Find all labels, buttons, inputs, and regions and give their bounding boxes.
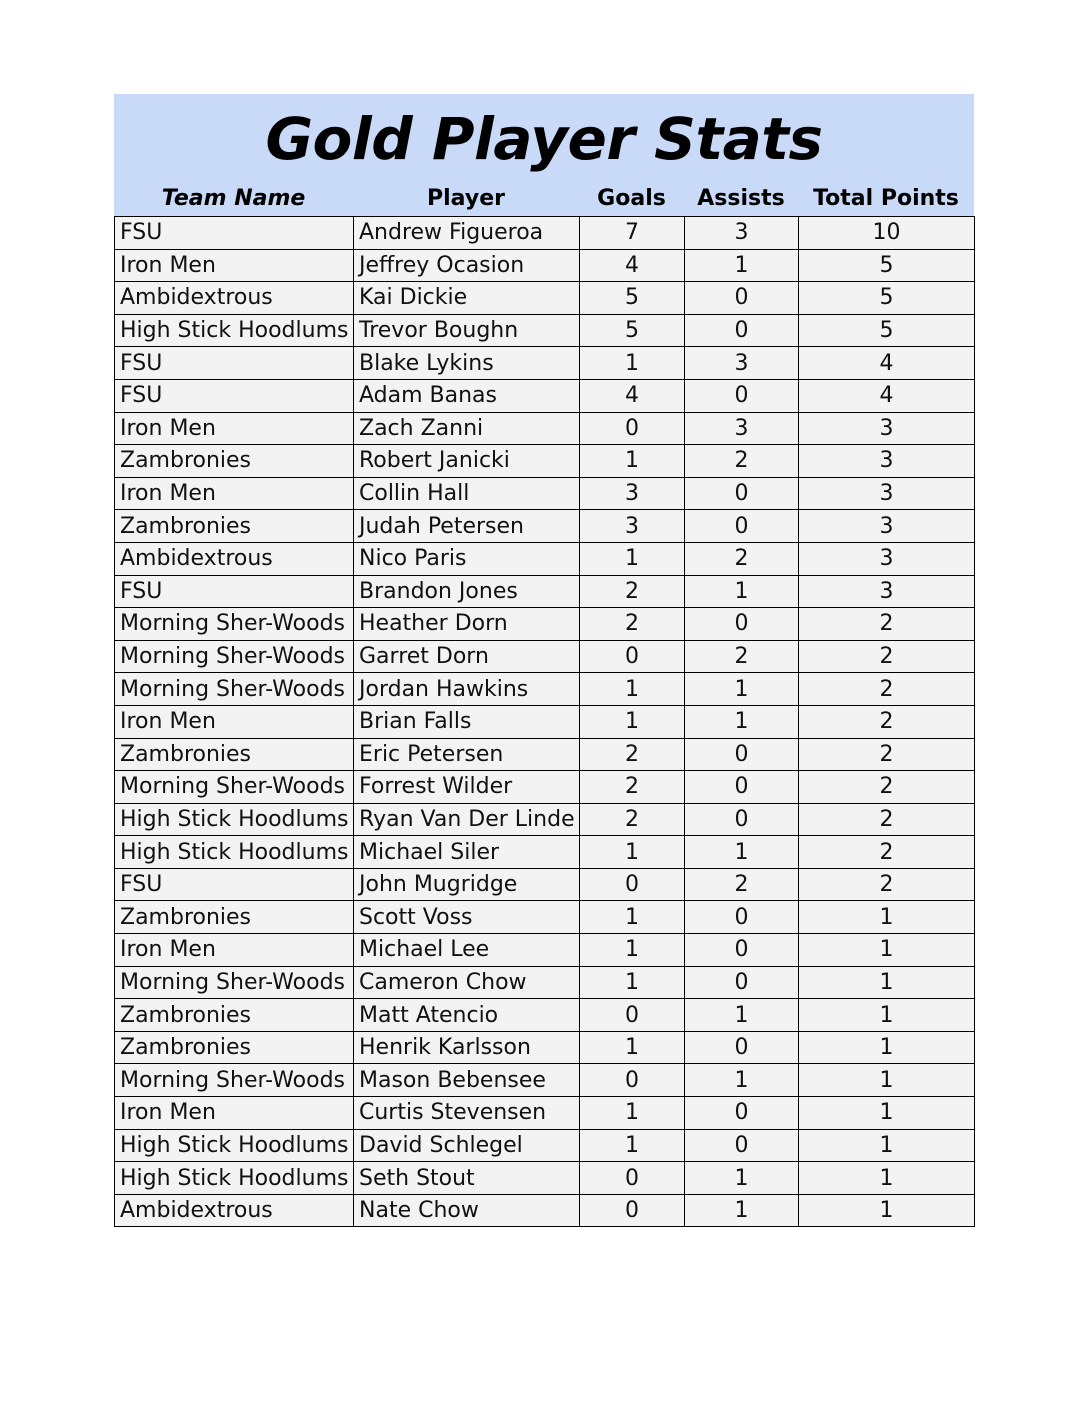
- player-stats-table: [114, 216, 975, 1227]
- cell-player: Mason Bebensee: [354, 1064, 580, 1097]
- cell-team: Morning Sher-Woods: [115, 1064, 354, 1097]
- cell-assists: 2: [685, 868, 799, 901]
- cell-player: Jeffrey Ocasion: [354, 249, 580, 282]
- cell-assists: 1: [685, 836, 799, 869]
- cell-total-points: 1: [799, 934, 975, 967]
- cell-total-points: 3: [799, 445, 975, 478]
- cell-team: Zambronies: [115, 738, 354, 771]
- cell-assists: 3: [685, 217, 799, 250]
- stats-sheet: [114, 94, 974, 1227]
- table-row: [115, 738, 975, 771]
- cell-assists: 3: [685, 412, 799, 445]
- table-row: [115, 1097, 975, 1130]
- column-header-total-points: Total Points: [813, 186, 959, 211]
- cell-assists: 0: [685, 282, 799, 315]
- cell-player: Adam Banas: [354, 379, 580, 412]
- cell-player: Nico Paris: [354, 542, 580, 575]
- table-row: [115, 314, 975, 347]
- cell-goals: 1: [580, 966, 685, 999]
- table-row: [115, 999, 975, 1032]
- table-row: [115, 901, 975, 934]
- cell-goals: 0: [580, 1064, 685, 1097]
- table-row: [115, 542, 975, 575]
- page-title: Gold Player Stats: [265, 105, 823, 173]
- cell-player: Seth Stout: [354, 1162, 580, 1195]
- table-row: [115, 1162, 975, 1195]
- table-row: [115, 477, 975, 510]
- table-row: [115, 640, 975, 673]
- cell-assists: 0: [685, 771, 799, 804]
- cell-assists: 1: [685, 1162, 799, 1195]
- cell-team: Iron Men: [115, 249, 354, 282]
- cell-assists: 2: [685, 640, 799, 673]
- cell-assists: 0: [685, 608, 799, 641]
- cell-team: Zambronies: [115, 445, 354, 478]
- cell-team: Zambronies: [115, 510, 354, 543]
- cell-player: Henrik Karlsson: [354, 1031, 580, 1064]
- cell-total-points: 2: [799, 673, 975, 706]
- cell-player: Forrest Wilder: [354, 771, 580, 804]
- cell-total-points: 3: [799, 477, 975, 510]
- table-row: [115, 608, 975, 641]
- column-header-player: Player: [427, 186, 505, 211]
- cell-goals: 7: [580, 217, 685, 250]
- table-row: [115, 1129, 975, 1162]
- cell-assists: 0: [685, 803, 799, 836]
- cell-team: Ambidextrous: [115, 282, 354, 315]
- cell-player: Michael Siler: [354, 836, 580, 869]
- cell-assists: 1: [685, 705, 799, 738]
- cell-assists: 2: [685, 445, 799, 478]
- cell-assists: 1: [685, 249, 799, 282]
- cell-player: Garret Dorn: [354, 640, 580, 673]
- cell-player: Nate Chow: [354, 1194, 580, 1227]
- table-row: [115, 705, 975, 738]
- table-row: [115, 966, 975, 999]
- cell-goals: 0: [580, 1194, 685, 1227]
- table-row: [115, 249, 975, 282]
- table-row: [115, 868, 975, 901]
- cell-goals: 0: [580, 868, 685, 901]
- cell-total-points: 2: [799, 803, 975, 836]
- cell-assists: 0: [685, 379, 799, 412]
- cell-goals: 5: [580, 314, 685, 347]
- cell-goals: 4: [580, 379, 685, 412]
- table-row: [115, 934, 975, 967]
- cell-assists: 1: [685, 999, 799, 1032]
- cell-team: High Stick Hoodlums: [115, 836, 354, 869]
- cell-total-points: 1: [799, 1031, 975, 1064]
- cell-goals: 1: [580, 1097, 685, 1130]
- cell-total-points: 5: [799, 249, 975, 282]
- cell-assists: 0: [685, 1097, 799, 1130]
- cell-player: Robert Janicki: [354, 445, 580, 478]
- cell-team: Zambronies: [115, 1031, 354, 1064]
- cell-goals: 1: [580, 1031, 685, 1064]
- cell-team: Morning Sher-Woods: [115, 771, 354, 804]
- cell-total-points: 1: [799, 1097, 975, 1130]
- table-row: [115, 673, 975, 706]
- cell-team: Iron Men: [115, 477, 354, 510]
- cell-team: FSU: [115, 575, 354, 608]
- cell-goals: 2: [580, 803, 685, 836]
- cell-player: Curtis Stevensen: [354, 1097, 580, 1130]
- cell-goals: 0: [580, 412, 685, 445]
- cell-team: Morning Sher-Woods: [115, 608, 354, 641]
- cell-goals: 1: [580, 1129, 685, 1162]
- cell-assists: 0: [685, 477, 799, 510]
- cell-total-points: 5: [799, 282, 975, 315]
- cell-assists: 1: [685, 673, 799, 706]
- cell-total-points: 5: [799, 314, 975, 347]
- player-stats-body: [115, 217, 975, 1227]
- cell-goals: 2: [580, 738, 685, 771]
- cell-total-points: 2: [799, 640, 975, 673]
- table-row: [115, 836, 975, 869]
- cell-total-points: 10: [799, 217, 975, 250]
- column-header-team: Team Name: [161, 186, 306, 211]
- cell-player: Heather Dorn: [354, 608, 580, 641]
- cell-team: Iron Men: [115, 1097, 354, 1130]
- cell-total-points: 3: [799, 575, 975, 608]
- cell-goals: 3: [580, 510, 685, 543]
- cell-goals: 5: [580, 282, 685, 315]
- cell-total-points: 1: [799, 1194, 975, 1227]
- cell-team: FSU: [115, 347, 354, 380]
- cell-player: Brandon Jones: [354, 575, 580, 608]
- cell-team: FSU: [115, 868, 354, 901]
- table-row: [115, 412, 975, 445]
- cell-player: Collin Hall: [354, 477, 580, 510]
- cell-goals: 1: [580, 934, 685, 967]
- column-header-goals: Goals: [597, 186, 666, 211]
- cell-total-points: 3: [799, 510, 975, 543]
- cell-goals: 2: [580, 575, 685, 608]
- cell-total-points: 1: [799, 966, 975, 999]
- cell-player: Brian Falls: [354, 705, 580, 738]
- cell-total-points: 3: [799, 542, 975, 575]
- table-row: [115, 1194, 975, 1227]
- cell-assists: 0: [685, 966, 799, 999]
- cell-assists: 1: [685, 1194, 799, 1227]
- cell-player: Matt Atencio: [354, 999, 580, 1032]
- cell-team: Iron Men: [115, 934, 354, 967]
- cell-assists: 3: [685, 347, 799, 380]
- cell-player: Jordan Hawkins: [354, 673, 580, 706]
- cell-goals: 1: [580, 445, 685, 478]
- cell-goals: 1: [580, 705, 685, 738]
- cell-total-points: 1: [799, 1064, 975, 1097]
- table-row: [115, 1064, 975, 1097]
- cell-assists: 0: [685, 1031, 799, 1064]
- cell-player: Cameron Chow: [354, 966, 580, 999]
- cell-player: Eric Petersen: [354, 738, 580, 771]
- cell-player: David Schlegel: [354, 1129, 580, 1162]
- cell-assists: 0: [685, 934, 799, 967]
- cell-assists: 0: [685, 314, 799, 347]
- cell-goals: 2: [580, 771, 685, 804]
- cell-total-points: 4: [799, 347, 975, 380]
- cell-goals: 1: [580, 347, 685, 380]
- cell-total-points: 1: [799, 1162, 975, 1195]
- table-row: [115, 1031, 975, 1064]
- cell-goals: 1: [580, 542, 685, 575]
- cell-goals: 0: [580, 999, 685, 1032]
- cell-total-points: 2: [799, 771, 975, 804]
- cell-player: Michael Lee: [354, 934, 580, 967]
- cell-goals: 4: [580, 249, 685, 282]
- cell-goals: 0: [580, 640, 685, 673]
- cell-player: Blake Lykins: [354, 347, 580, 380]
- cell-player: Kai Dickie: [354, 282, 580, 315]
- cell-team: High Stick Hoodlums: [115, 1162, 354, 1195]
- table-row: [115, 282, 975, 315]
- cell-goals: 1: [580, 673, 685, 706]
- table-row: [115, 510, 975, 543]
- cell-player: Scott Voss: [354, 901, 580, 934]
- table-row: [115, 803, 975, 836]
- cell-team: Morning Sher-Woods: [115, 673, 354, 706]
- cell-player: Ryan Van Der Linde: [354, 803, 580, 836]
- cell-assists: 1: [685, 1064, 799, 1097]
- cell-player: Trevor Boughn: [354, 314, 580, 347]
- cell-goals: 3: [580, 477, 685, 510]
- cell-total-points: 2: [799, 868, 975, 901]
- cell-player: Andrew Figueroa: [354, 217, 580, 250]
- cell-goals: 1: [580, 901, 685, 934]
- cell-team: High Stick Hoodlums: [115, 803, 354, 836]
- cell-team: Morning Sher-Woods: [115, 640, 354, 673]
- cell-total-points: 2: [799, 608, 975, 641]
- cell-total-points: 1: [799, 901, 975, 934]
- table-row: [115, 217, 975, 250]
- cell-goals: 2: [580, 608, 685, 641]
- cell-assists: 0: [685, 1129, 799, 1162]
- table-row: [115, 445, 975, 478]
- cell-team: Zambronies: [115, 999, 354, 1032]
- cell-player: Zach Zanni: [354, 412, 580, 445]
- cell-total-points: 3: [799, 412, 975, 445]
- cell-team: Ambidextrous: [115, 1194, 354, 1227]
- header-block: [114, 94, 974, 216]
- table-row: [115, 771, 975, 804]
- cell-assists: 0: [685, 738, 799, 771]
- table-row: [115, 347, 975, 380]
- table-row: [115, 379, 975, 412]
- cell-team: FSU: [115, 217, 354, 250]
- cell-assists: 2: [685, 542, 799, 575]
- cell-total-points: 1: [799, 999, 975, 1032]
- column-header-assists: Assists: [697, 186, 785, 211]
- table-row: [115, 575, 975, 608]
- column-headers: [114, 182, 974, 216]
- cell-assists: 1: [685, 575, 799, 608]
- cell-team: Iron Men: [115, 412, 354, 445]
- cell-team: High Stick Hoodlums: [115, 1129, 354, 1162]
- cell-player: John Mugridge: [354, 868, 580, 901]
- cell-team: Morning Sher-Woods: [115, 966, 354, 999]
- cell-team: High Stick Hoodlums: [115, 314, 354, 347]
- cell-total-points: 2: [799, 836, 975, 869]
- cell-total-points: 1: [799, 1129, 975, 1162]
- cell-total-points: 2: [799, 738, 975, 771]
- cell-player: Judah Petersen: [354, 510, 580, 543]
- cell-total-points: 2: [799, 705, 975, 738]
- cell-team: Ambidextrous: [115, 542, 354, 575]
- cell-total-points: 4: [799, 379, 975, 412]
- cell-team: Zambronies: [115, 901, 354, 934]
- cell-assists: 0: [685, 901, 799, 934]
- cell-team: FSU: [115, 379, 354, 412]
- cell-goals: 0: [580, 1162, 685, 1195]
- cell-assists: 0: [685, 510, 799, 543]
- cell-goals: 1: [580, 836, 685, 869]
- cell-team: Iron Men: [115, 705, 354, 738]
